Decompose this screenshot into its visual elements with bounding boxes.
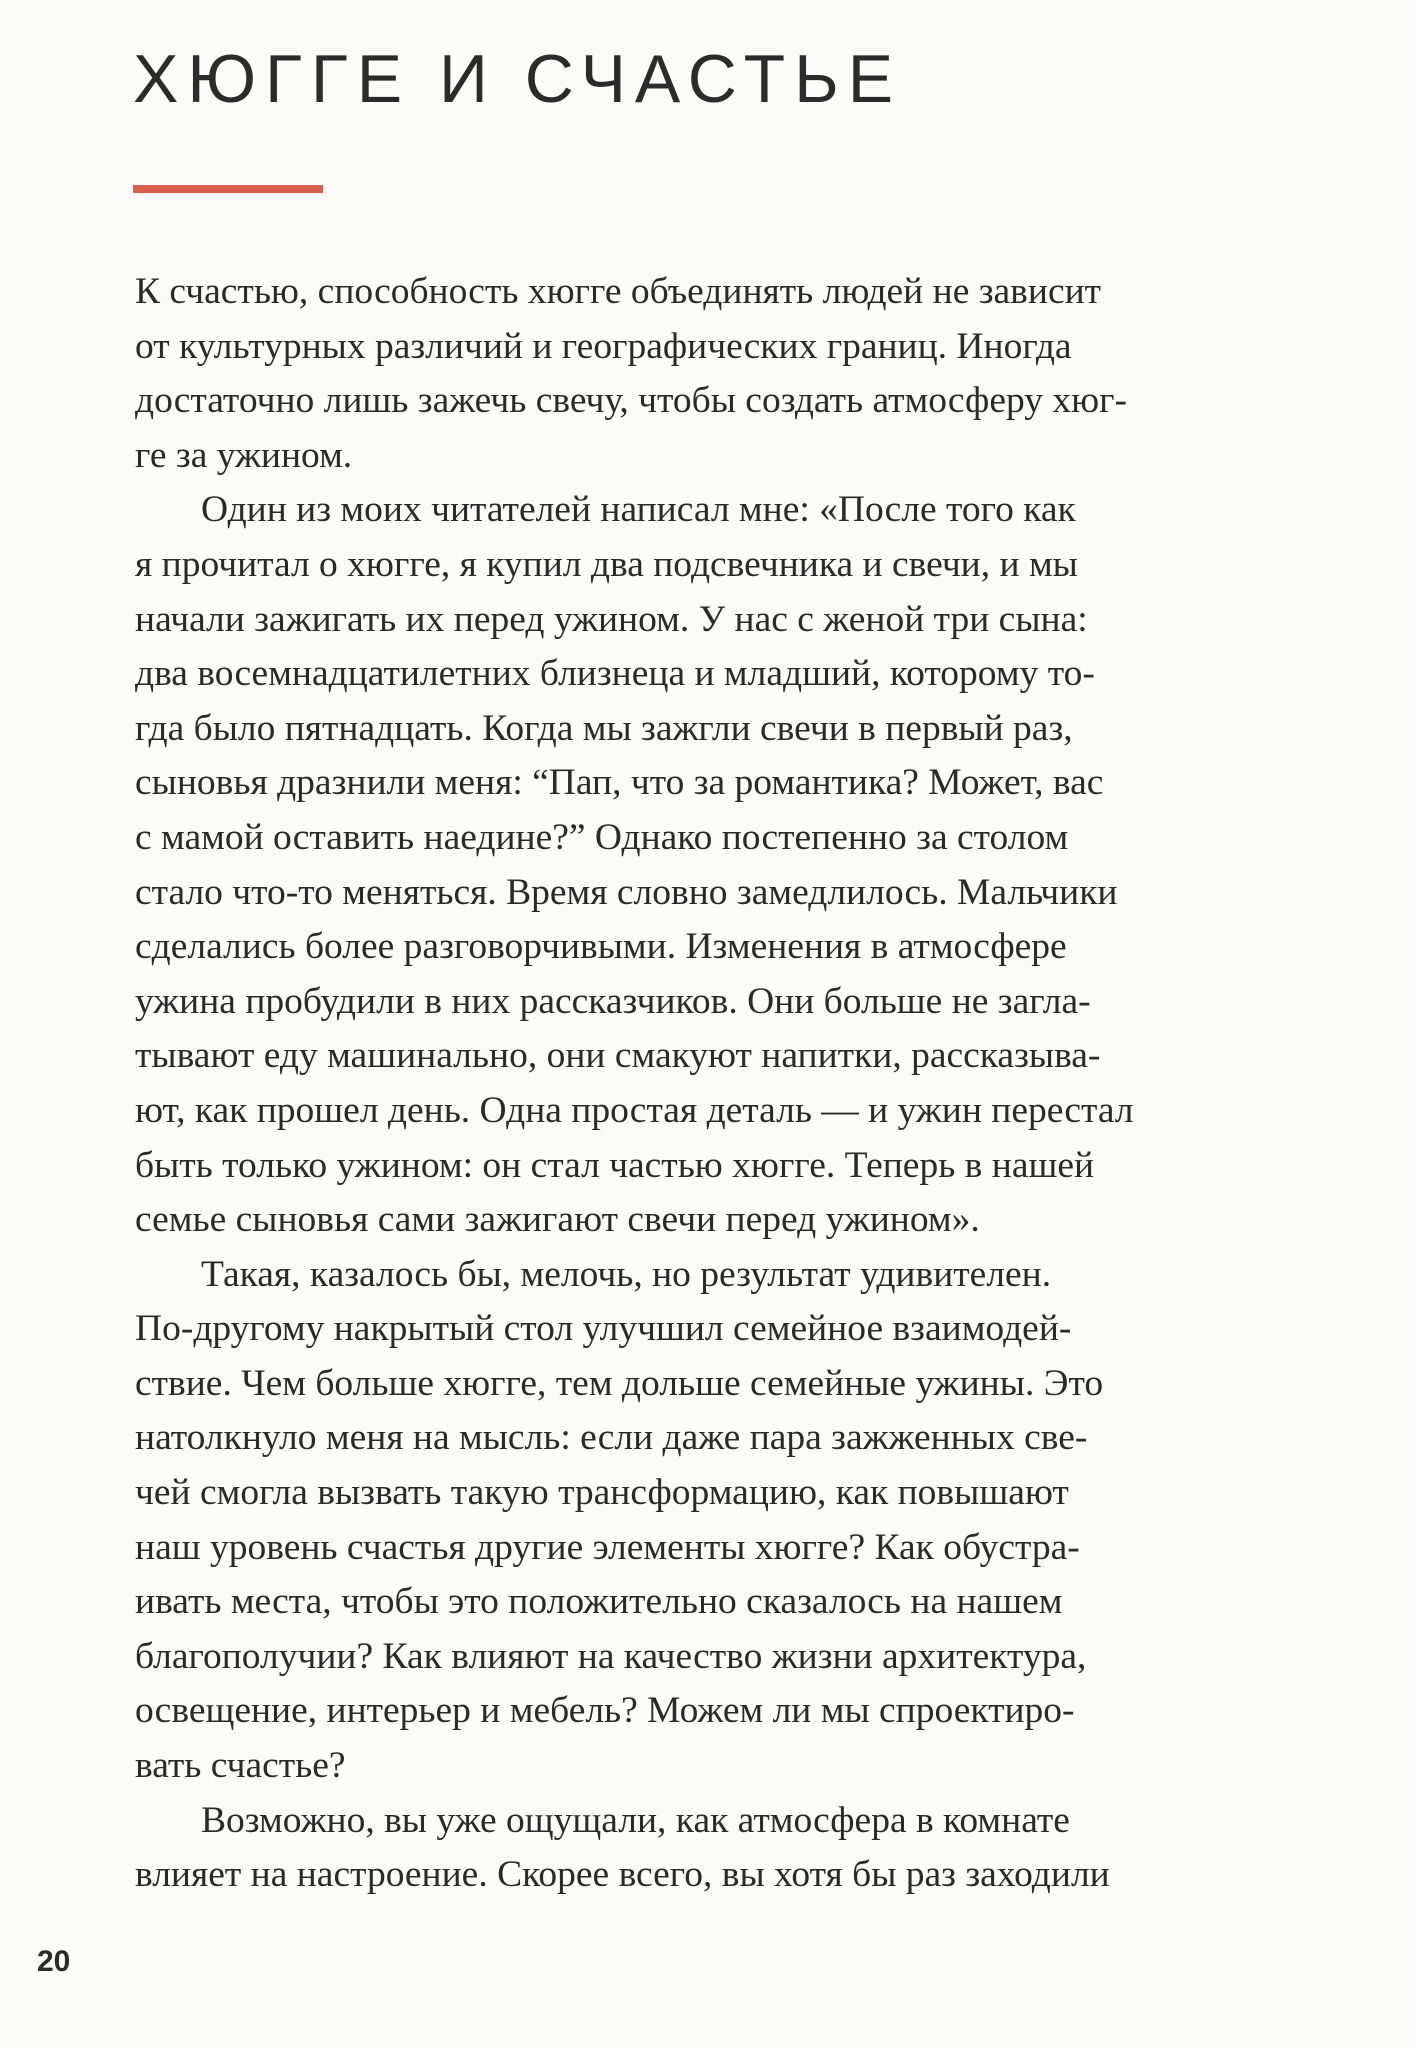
text-line: семье сыновья сами зажигают свечи перед ужином». xyxy=(135,1199,980,1241)
text-line: ге за ужином. xyxy=(135,434,353,476)
text-line: я прочитал о хюгге, я купил два подсвечника и свечи, и мы xyxy=(135,543,1078,585)
page-number: 20 xyxy=(37,1945,71,1978)
paragraph-first-line: Один из моих читателей написал мне: «После того как xyxy=(201,489,1076,531)
paragraph-first-line: Такая, казалось бы, мелочь, но результат удивителен. xyxy=(201,1253,1052,1295)
text-line: с мамой оставить наедине?” Однако постепенно за столом xyxy=(135,816,1069,858)
text-line: К счастью, способность хюгге объединять людей не зависит xyxy=(135,271,1102,312)
text-line: быть только ужином: он стал частью хюгге. Теперь в нашей xyxy=(135,1144,1095,1186)
text-line: вать счастье? xyxy=(135,1745,346,1787)
paragraph-first-line: Возможно, вы уже ощущали, как атмосфера в комнате xyxy=(201,1799,1070,1841)
title-accent-rule xyxy=(133,185,323,193)
text-line: По-другому накрытый стол улучшил семейное взаимодей- xyxy=(135,1308,1072,1350)
text-line: ужина пробудили в них рассказчиков. Они больше не загла- xyxy=(135,980,1091,1022)
body-text xyxy=(135,265,1345,1903)
text-line: благополучии? Как влияют на качество жизни архитектура, xyxy=(135,1635,1087,1677)
text-line: гда было пятнадцать. Когда мы зажгли свечи в первый раз, xyxy=(135,707,1073,749)
chapter-title: ХЮГГЕ И СЧАСТЬЕ xyxy=(133,41,903,117)
text-line: сыновья дразнили меня: “Пап, что за романтика? Может, вас xyxy=(135,762,1104,804)
text-line: ивать места, чтобы это положительно сказалось на нашем xyxy=(135,1581,1063,1623)
text-line: достаточно лишь зажечь свечу, чтобы создать атмосферу хюг- xyxy=(135,380,1127,422)
text-line: от культурных различий и географических границ. Иногда xyxy=(135,325,1072,367)
text-line: начали зажигать их перед ужином. У нас с женой три сына: xyxy=(135,598,1088,640)
text-line: натолкнуло меня на мысль: если даже пара зажженных све- xyxy=(135,1417,1088,1459)
text-line: сделались более разговорчивыми. Изменения в атмосфере xyxy=(135,926,1067,968)
text-line: влияет на настроение. Скорее всего, вы хотя бы раз заходили xyxy=(135,1854,1110,1896)
text-line: тывают еду машинально, они смакуют напитки, рассказыва- xyxy=(135,1035,1101,1077)
text-line: два восемнадцатилетних близнеца и младший, которому то- xyxy=(135,653,1095,695)
text-line: ствие. Чем больше хюгге, тем дольше семейные ужины. Это xyxy=(135,1362,1104,1404)
text-line: чей смогла вызвать такую трансформацию, как повышают xyxy=(135,1472,1069,1514)
text-line: освещение, интерьер и мебель? Можем ли мы спроектиро- xyxy=(135,1690,1075,1732)
text-line: ют, как прошел день. Одна простая деталь — и ужин перестал xyxy=(135,1089,1134,1131)
text-line: стало что-то меняться. Время словно замедлилось. Мальчики xyxy=(135,871,1118,913)
text-line: наш уровень счастья другие элементы хюгге? Как обустра- xyxy=(135,1526,1080,1568)
